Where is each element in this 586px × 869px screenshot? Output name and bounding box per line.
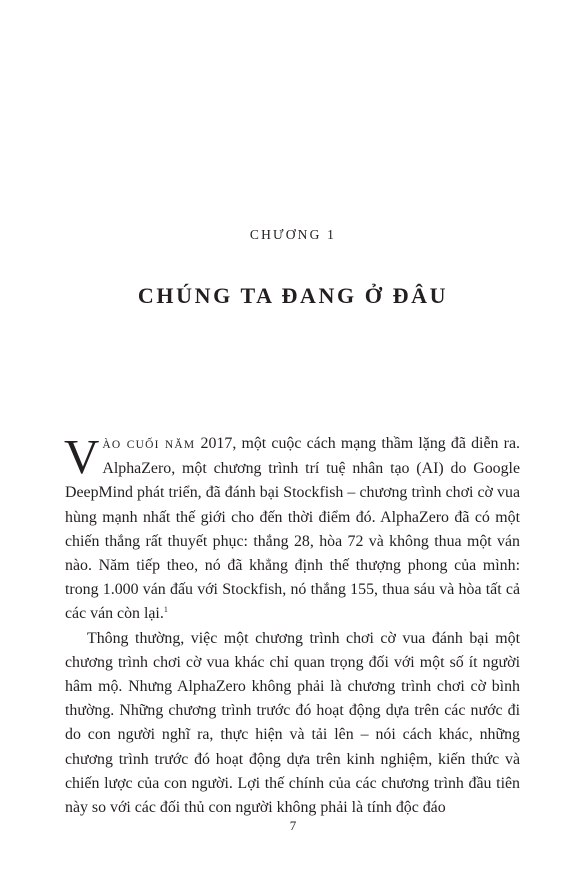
paragraph-1-text: 2017, một cuộc cách mạng thầm lặng đã diễn ra. AlphaZero, một chương trình trí tuệ nhân tạo (AI) do Google DeepMind phát triển, đã đánh bại Stockfish – chương trình chơi cờ vua hùng mạnh nhất thế giới cho đến thời điểm đó. AlphaZero đã có một chiến thắng rất thuyết phục: thắng 28, hòa 72 và không thua một ván nào. Năm tiếp theo, nó đã khẳng định thế thượng phong của mình: trong 1.000 ván đấu với Stockfish, nó thắng 155, thua sáu và hòa tất cả các ván còn lại. [65,435,520,623]
chapter-title: CHÚNG TA ĐANG Ở ĐÂU [137,283,449,308]
drop-cap: V [64,429,100,484]
chapter-label: CHƯƠNG 1 [249,227,337,242]
page-number: 7 [289,818,297,833]
lead-in-smallcaps: ÀO CUỐI NĂM [102,439,196,451]
paragraph-1 [64,429,520,627]
footnote-reference[interactable]: 1 [163,605,168,615]
paragraph-2: Thông thường, việc một chương trình chơi cờ vua đánh bại một chương trình chơi cờ vua khác chỉ quan trọng đối với một số ít người hâm mộ. Nhưng AlphaZero không phải là chương trình chơi cờ bình thường. Những chương trình trước đó hoạt động dựa trên các nước đi do con người nghĩ ra, thực hiện và tải lên – nói cách khác, những chương trình trước đó hoạt động dựa trên kinh nghiệm, kiến thức và chiến lược của con người. Lợi thế chính của các chương trình đầu tiên này so với các đối thủ con người không phải là tính độc đáo [65,629,520,817]
body-text [64,429,520,820]
